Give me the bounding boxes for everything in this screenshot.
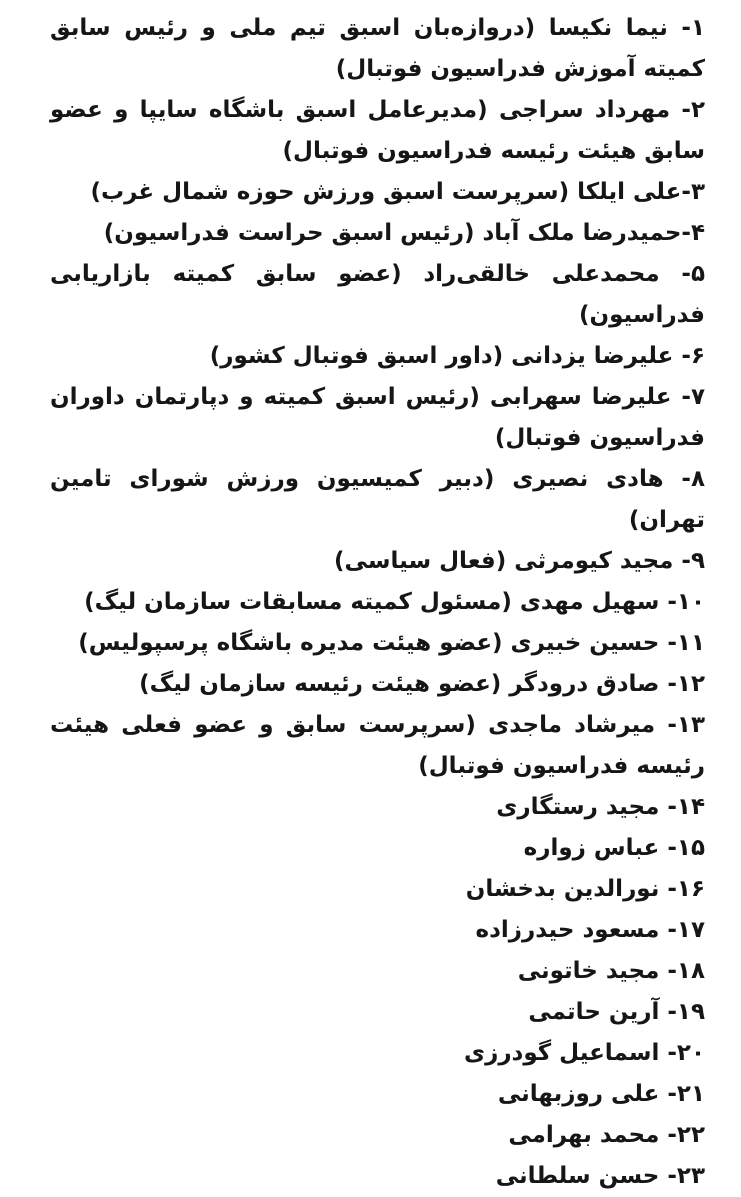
list-item: ۸- هادی نصیری (دبیر کمیسیون ورزش شورای تامین تهران) (50, 466, 705, 533)
names-list (50, 8, 705, 1197)
list-item: ۱۸- مجید خاتونی (517, 958, 705, 984)
list-item: ۱۵- عباس زواره (523, 835, 705, 861)
list-item: ۴-حمیدرضا ملک آباد (رئیس اسبق حراست فدراسیون) (103, 220, 705, 246)
list-item: ۱۷- مسعود حیدرزاده (475, 917, 705, 943)
list-item: ۱- نیما نکیسا (دروازه‌بان اسبق تیم ملی و رئیس سابق کمیته آموزش فدراسیون فوتبال) (50, 15, 705, 82)
list-item: ۵- محمدعلی خالقی‌راد (عضو سابق کمیته بازاریابی فدراسیون) (50, 261, 705, 328)
list-item: ۷- علیرضا سهرابی (رئیس اسبق کمیته و دپارتمان داوران فدراسیون فوتبال) (50, 384, 705, 451)
list-item: ۱۲- صادق درودگر (عضو هیئت رئیسه سازمان لیگ) (139, 671, 705, 697)
list-item: ۳-علی ایلکا (سرپرست اسبق ورزش حوزه شمال غرب) (90, 179, 705, 205)
list-item: ۲۲- محمد بهرامی (508, 1122, 705, 1148)
list-item: ۲۳- حسن سلطانی (495, 1163, 705, 1189)
list-item: ۲۰- اسماعیل گودرزی (464, 1040, 705, 1066)
list-item: ۱۹- آرین حاتمی (528, 999, 705, 1025)
list-item: ۱۶- نورالدین بدخشان (465, 876, 705, 902)
list-item: ۹- مجید کیومرثی (فعال سیاسی) (334, 548, 705, 574)
list-item: ۱۴- مجید رستگاری (496, 794, 705, 820)
list-item: ۱۳- میرشاد ماجدی (سرپرست سابق و عضو فعلی هیئت رئیسه فدراسیون فوتبال) (50, 712, 705, 779)
list-item: ۲- مهرداد سراجی (مدیرعامل اسبق باشگاه سایپا و عضو سابق هیئت رئیسه فدراسیون فوتبال) (50, 97, 705, 164)
list-item: ۲۱- علی روزبهانی (497, 1081, 705, 1107)
list-item: ۱۱- حسین خبیری (عضو هیئت مدیره باشگاه پرسپولیس) (78, 630, 705, 656)
list-item: ۱۰- سهیل مهدی (مسئول کمیته مسابقات سازمان لیگ) (84, 589, 705, 615)
list-item: ۶- علیرضا یزدانی (داور اسبق فوتبال کشور) (209, 343, 705, 369)
